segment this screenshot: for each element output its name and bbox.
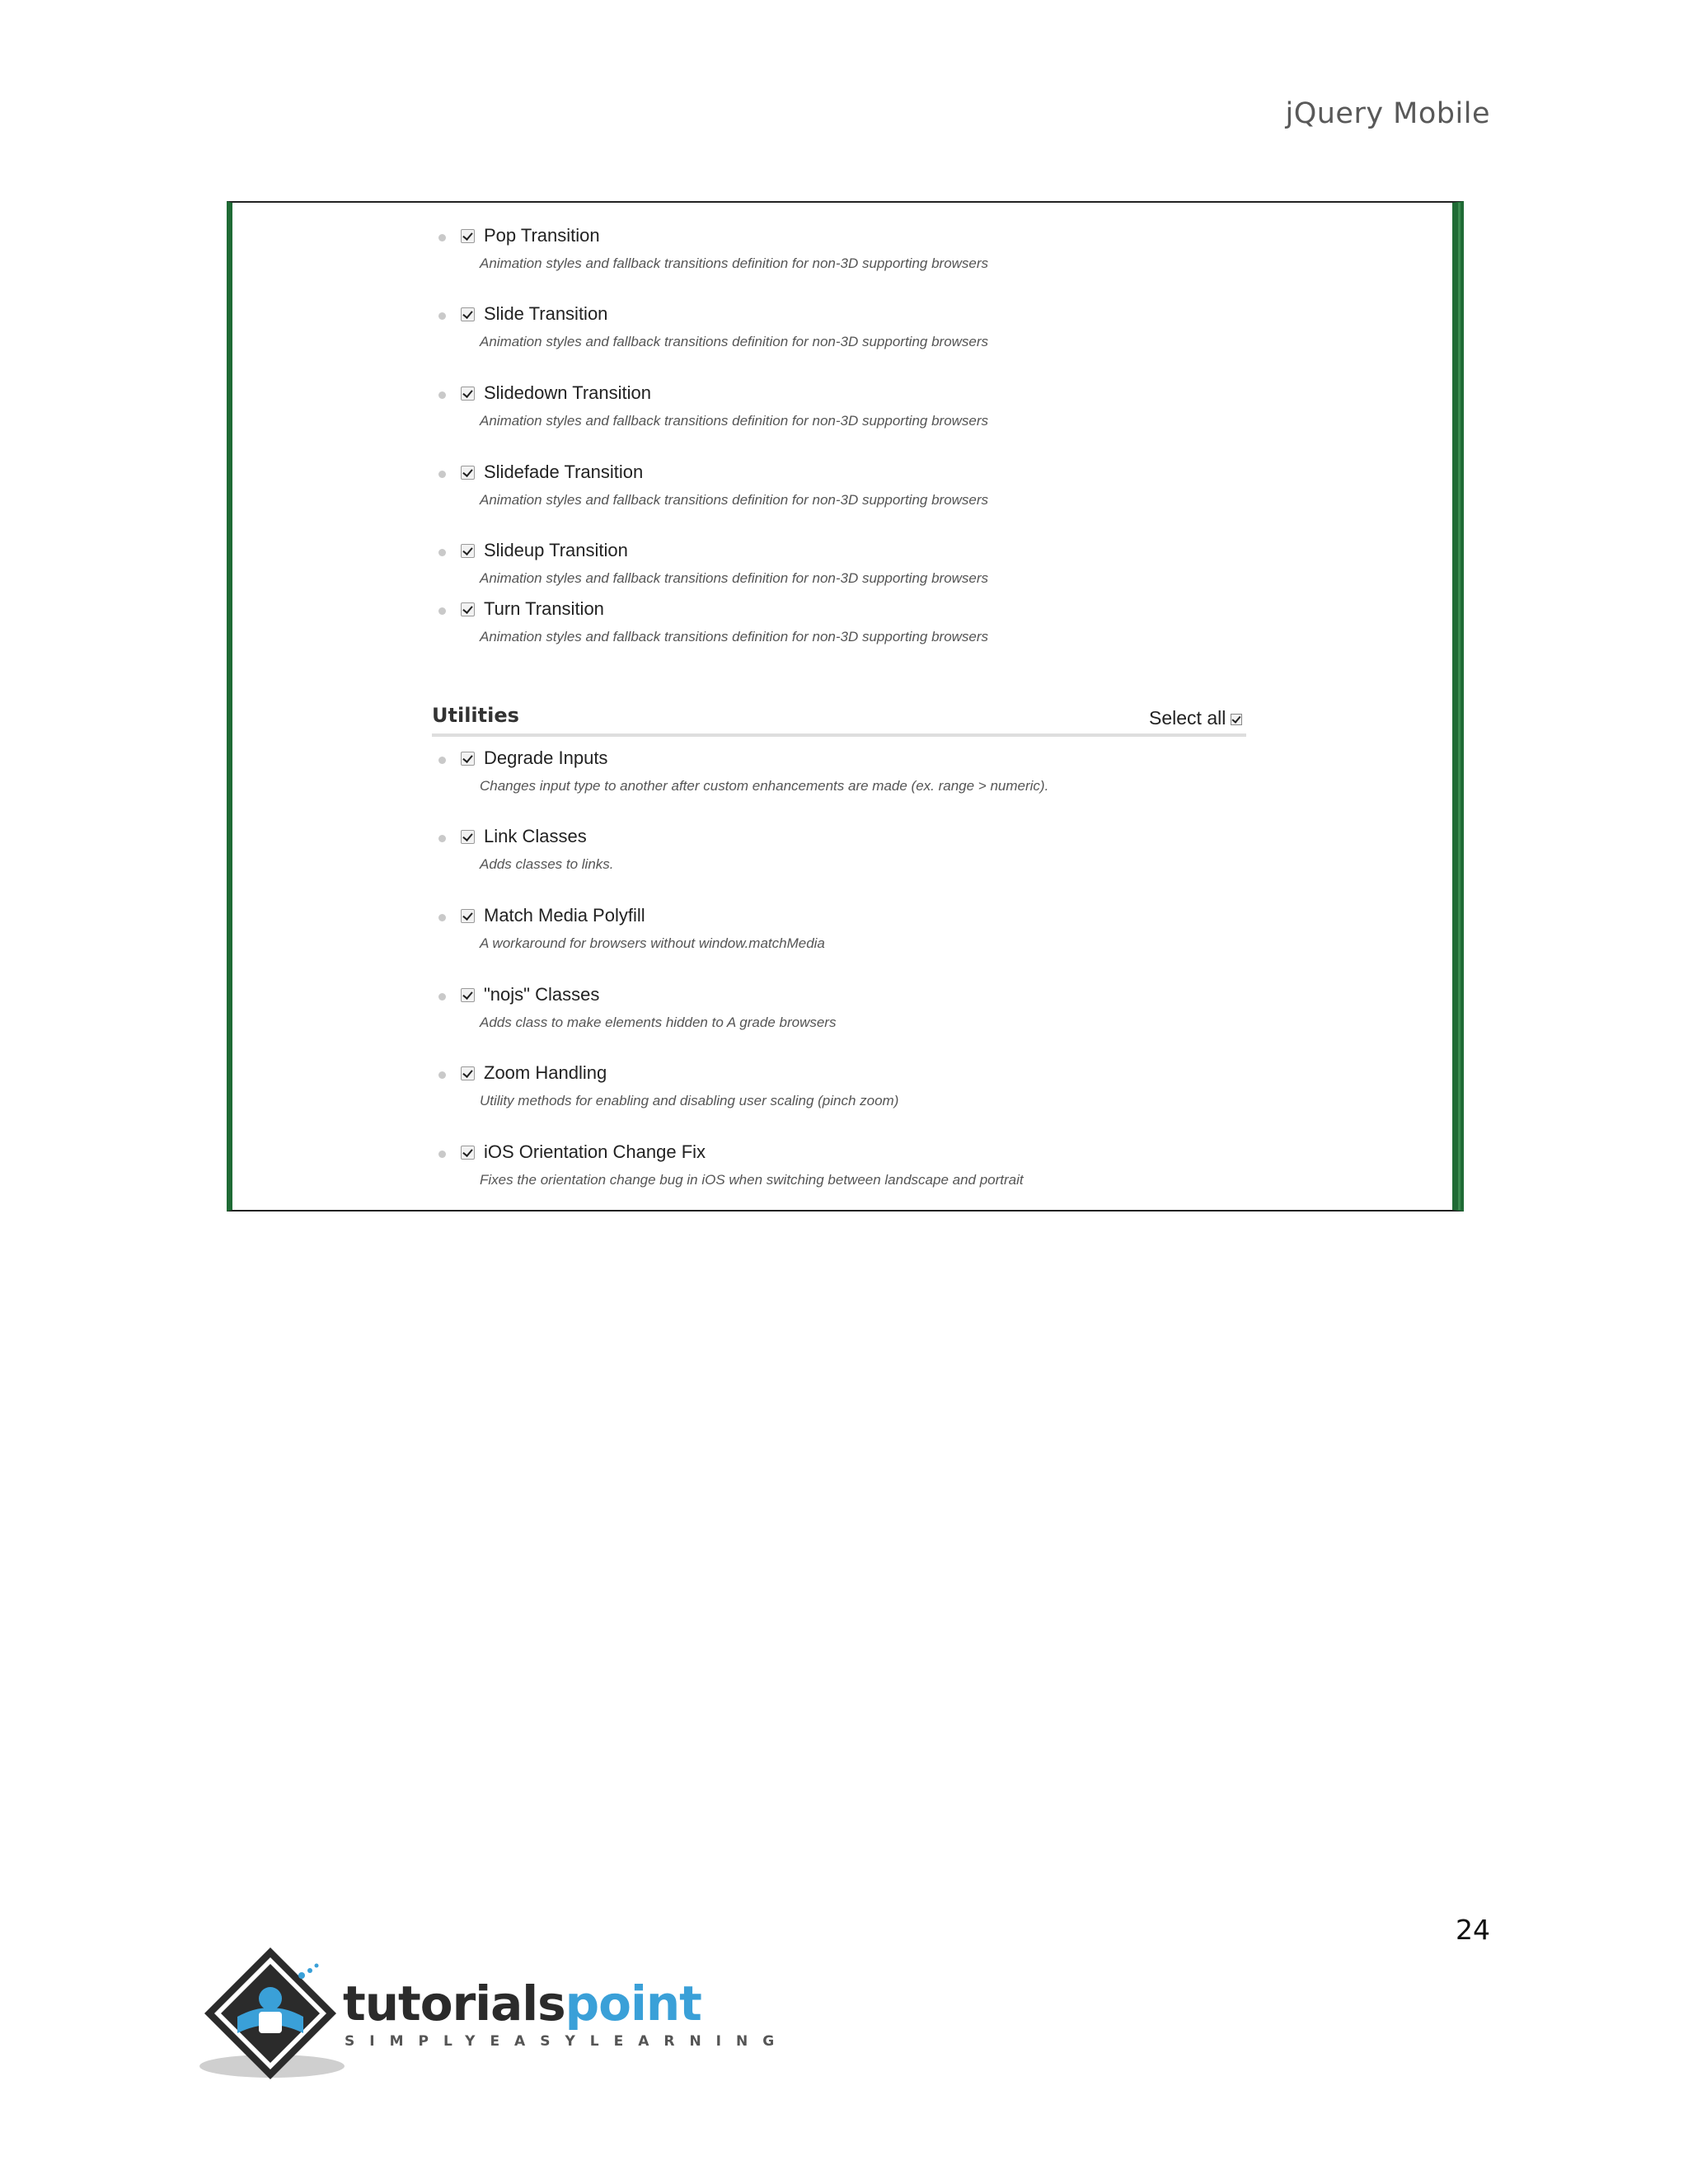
item-label: Slideup Transition [484,540,628,560]
checkbox-match-media-polyfill[interactable] [461,909,475,923]
list-item [438,225,1263,271]
item-label: Slide Transition [484,303,608,324]
list-item [438,462,1263,508]
item-label: Turn Transition [484,598,604,619]
checkbox-slidedown-transition[interactable] [461,387,475,401]
list-item [438,1141,1263,1188]
checkbox-turn-transition[interactable] [461,602,475,616]
item-description: Adds classes to links. [480,856,614,872]
checkbox-pop-transition[interactable] [461,229,475,243]
checkbox-zoom-handling[interactable] [461,1066,475,1080]
page-number: 24 [1456,1914,1490,1946]
logo-tagline: SIMPLYEASYLEARNING [345,2033,790,2050]
item-label: Match Media Polyfill [484,905,645,926]
section-divider [432,733,1246,737]
select-all-checkbox[interactable] [1231,714,1242,725]
bullet-icon [438,607,446,615]
list-item [438,598,1263,644]
bullet-icon [438,1151,446,1158]
list-item [438,748,1263,794]
item-description: Animation styles and fallback transitions definition for non-3D supporting browsers [480,413,989,429]
list-item [438,303,1263,349]
item-description: Fixes the orientation change bug in iOS when switching between landscape and portrait [480,1172,1024,1188]
checkbox-slidefade-transition[interactable] [461,466,475,480]
select-all-control[interactable] [1149,707,1242,729]
checkbox-slideup-transition[interactable] [461,544,475,558]
item-label: "nojs" Classes [484,984,600,1005]
bullet-icon [438,993,446,1001]
item-label: Slidedown Transition [484,382,652,403]
list-item [438,826,1263,872]
item-label: Degrade Inputs [484,748,608,768]
item-description: Animation styles and fallback transitions definition for non-3D supporting browsers [480,570,989,586]
checkbox-ios-orientation-fix[interactable] [461,1146,475,1160]
item-description: Animation styles and fallback transitions definition for non-3D supporting browsers [480,629,989,644]
select-all-label: Select all [1149,707,1226,729]
bullet-icon [438,914,446,921]
item-description: Adds class to make elements hidden to A grade browsers [480,1015,837,1030]
page-header: jQuery Mobile [1285,97,1490,130]
item-description: Animation styles and fallback transitions definition for non-3D supporting browsers [480,334,989,349]
logo-emblem-icon [196,1941,345,2089]
checkbox-degrade-inputs[interactable] [461,752,475,766]
item-description: Animation styles and fallback transitions definition for non-3D supporting browsers [480,255,989,271]
tutorialspoint-logo [196,1941,790,2089]
checkbox-link-classes[interactable] [461,830,475,844]
checkbox-nojs-classes[interactable] [461,988,475,1002]
bullet-icon [438,234,446,241]
item-label: iOS Orientation Change Fix [484,1141,706,1162]
bullet-icon [438,835,446,842]
item-label: Slidefade Transition [484,462,644,482]
bullet-icon [438,312,446,320]
bullet-icon [438,1071,446,1079]
section-title-utilities: Utilities [432,704,519,727]
list-item [438,1062,1263,1108]
logo-wordmark [343,1975,701,2032]
item-label: Pop Transition [484,225,600,246]
checkbox-slide-transition[interactable] [461,307,475,321]
bullet-icon [438,757,446,764]
item-description: Changes input type to another after custom enhancements are made (ex. range > numeric). [480,778,1049,794]
item-description: A workaround for browsers without window.matchMedia [480,935,825,951]
bullet-icon [438,391,446,399]
logo-text-blue: point [565,1975,701,2032]
item-description: Animation styles and fallback transitions definition for non-3D supporting browsers [480,492,989,508]
screenshot-frame [227,201,1464,1212]
list-item [438,905,1263,951]
item-description: Utility methods for enabling and disabling user scaling (pinch zoom) [480,1093,899,1108]
item-label: Zoom Handling [484,1062,607,1083]
logo-text-dark: tutorials [343,1975,565,2032]
list-item [438,984,1263,1030]
list-item [438,382,1263,429]
item-label: Link Classes [484,826,587,846]
list-item [438,540,1263,586]
bullet-icon [438,549,446,556]
bullet-icon [438,471,446,478]
